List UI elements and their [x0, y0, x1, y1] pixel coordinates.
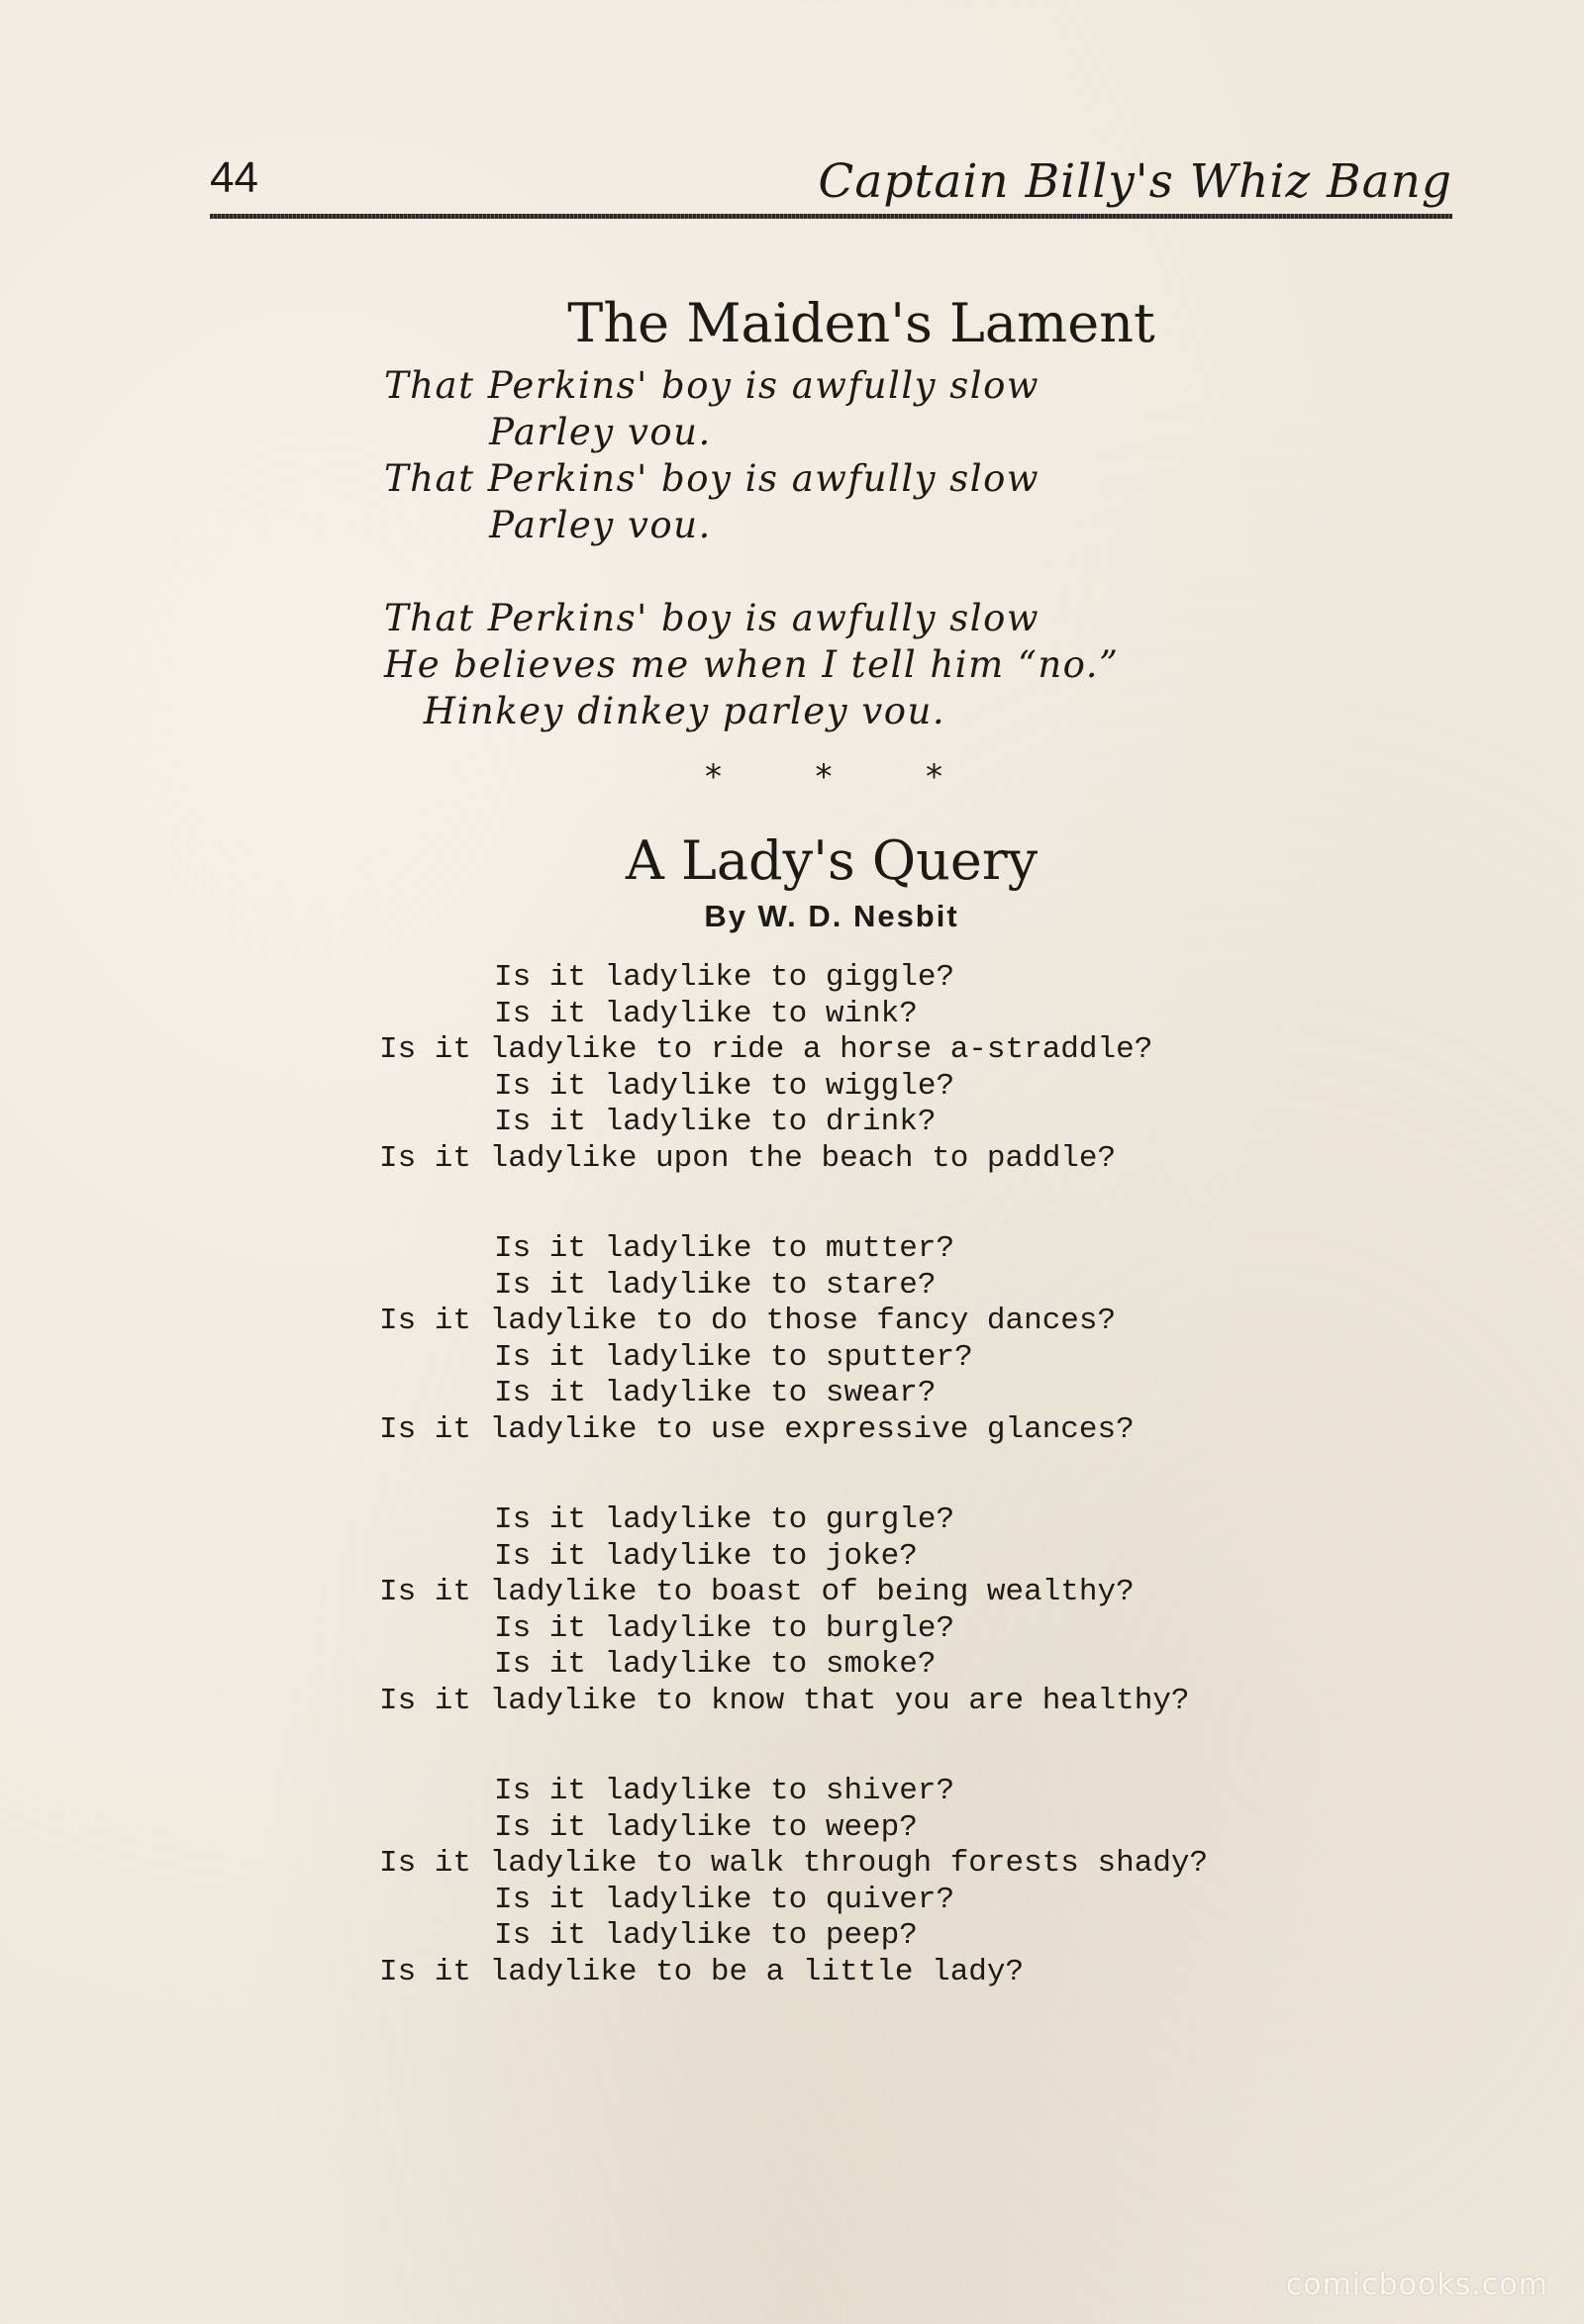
poem-line: Is it ladylike to swear?: [494, 1376, 937, 1410]
poem-line: Is it ladylike to stare?: [494, 1267, 937, 1303]
poem-line: Is it ladylike to smoke?: [494, 1647, 937, 1682]
poem-line: Is it ladylike to be a little lady?: [379, 1954, 1025, 1989]
poem-stanza: [379, 1774, 1208, 1990]
poem-line: Is it ladylike to shiver?: [494, 1774, 955, 1808]
poem-line: Is it ladylike to use expressive glances?: [379, 1411, 1135, 1447]
poem-maidens-lament: [384, 362, 1119, 734]
watermark: comicbooks.com: [1285, 2268, 1548, 2302]
poem-line: Is it ladylike to walk through forests shady?: [379, 1846, 1209, 1881]
poem-line: Parley vou.: [384, 504, 712, 546]
poem-line: Is it ladylike to gurgle?: [494, 1502, 955, 1537]
poem-line: That Perkins' boy is awfully slow: [384, 364, 1040, 407]
poem-line: Is it ladylike to quiver?: [494, 1882, 955, 1917]
poem-line: Is it ladylike to weep?: [494, 1809, 918, 1845]
poem-line: Is it ladylike to do those fancy dances?: [379, 1304, 1117, 1338]
poem-line: Is it ladylike to drink?: [494, 1105, 937, 1139]
running-title: Captain Billy's Whiz Bang: [818, 154, 1452, 209]
poem-stanza: [379, 1502, 1208, 1719]
poem-ladys-query: [379, 960, 1208, 2045]
poem-line: [384, 548, 1119, 595]
poem-stanza: [379, 960, 1208, 1177]
poem-line: Is it ladylike to boast of being wealthy?: [379, 1575, 1135, 1609]
page-header: [210, 148, 1452, 228]
poem-line: Is it ladylike to joke?: [494, 1538, 918, 1574]
poem-stanza: [379, 1231, 1208, 1448]
poem-line: He believes me when I tell him “no.”: [384, 643, 1120, 686]
poem-title-maidens-lament: The Maiden's Lament: [567, 292, 1155, 354]
poem-line: Is it ladylike to ride a horse a-straddle?: [379, 1032, 1153, 1067]
poem-line: Is it ladylike to wiggle?: [494, 1068, 955, 1104]
poem-line: Is it ladylike to sputter?: [494, 1339, 973, 1375]
poem-title-ladys-query: A Lady's Query: [625, 829, 1039, 892]
poem-line: Hinkey dinkey parley vou.: [384, 690, 946, 732]
poem-line: That Perkins' boy is awfully slow: [384, 457, 1040, 500]
poem-line: Is it ladylike to mutter?: [494, 1231, 955, 1266]
header-rule: [210, 214, 1452, 219]
poem-line: That Perkins' boy is awfully slow: [384, 597, 1040, 639]
page-number: 44: [210, 153, 258, 202]
poem-line: Is it ladylike to wink?: [494, 996, 918, 1031]
poem-line: Is it ladylike upon the beach to paddle?: [379, 1140, 1117, 1176]
asterisk: *: [926, 757, 942, 797]
asterisk: *: [815, 757, 833, 797]
poem-byline: By W. D. Nesbit: [704, 899, 959, 933]
poem-line: Is it ladylike to burgle?: [494, 1610, 955, 1646]
poem-line: Is it ladylike to peep?: [494, 1918, 918, 1953]
asterisk: *: [705, 757, 722, 797]
poem-line: Is it ladylike to know that you are healthy?: [379, 1683, 1190, 1718]
section-separator: [705, 757, 942, 797]
poem-line: Parley vou.: [384, 411, 712, 453]
poem-line: Is it ladylike to giggle?: [494, 960, 955, 995]
